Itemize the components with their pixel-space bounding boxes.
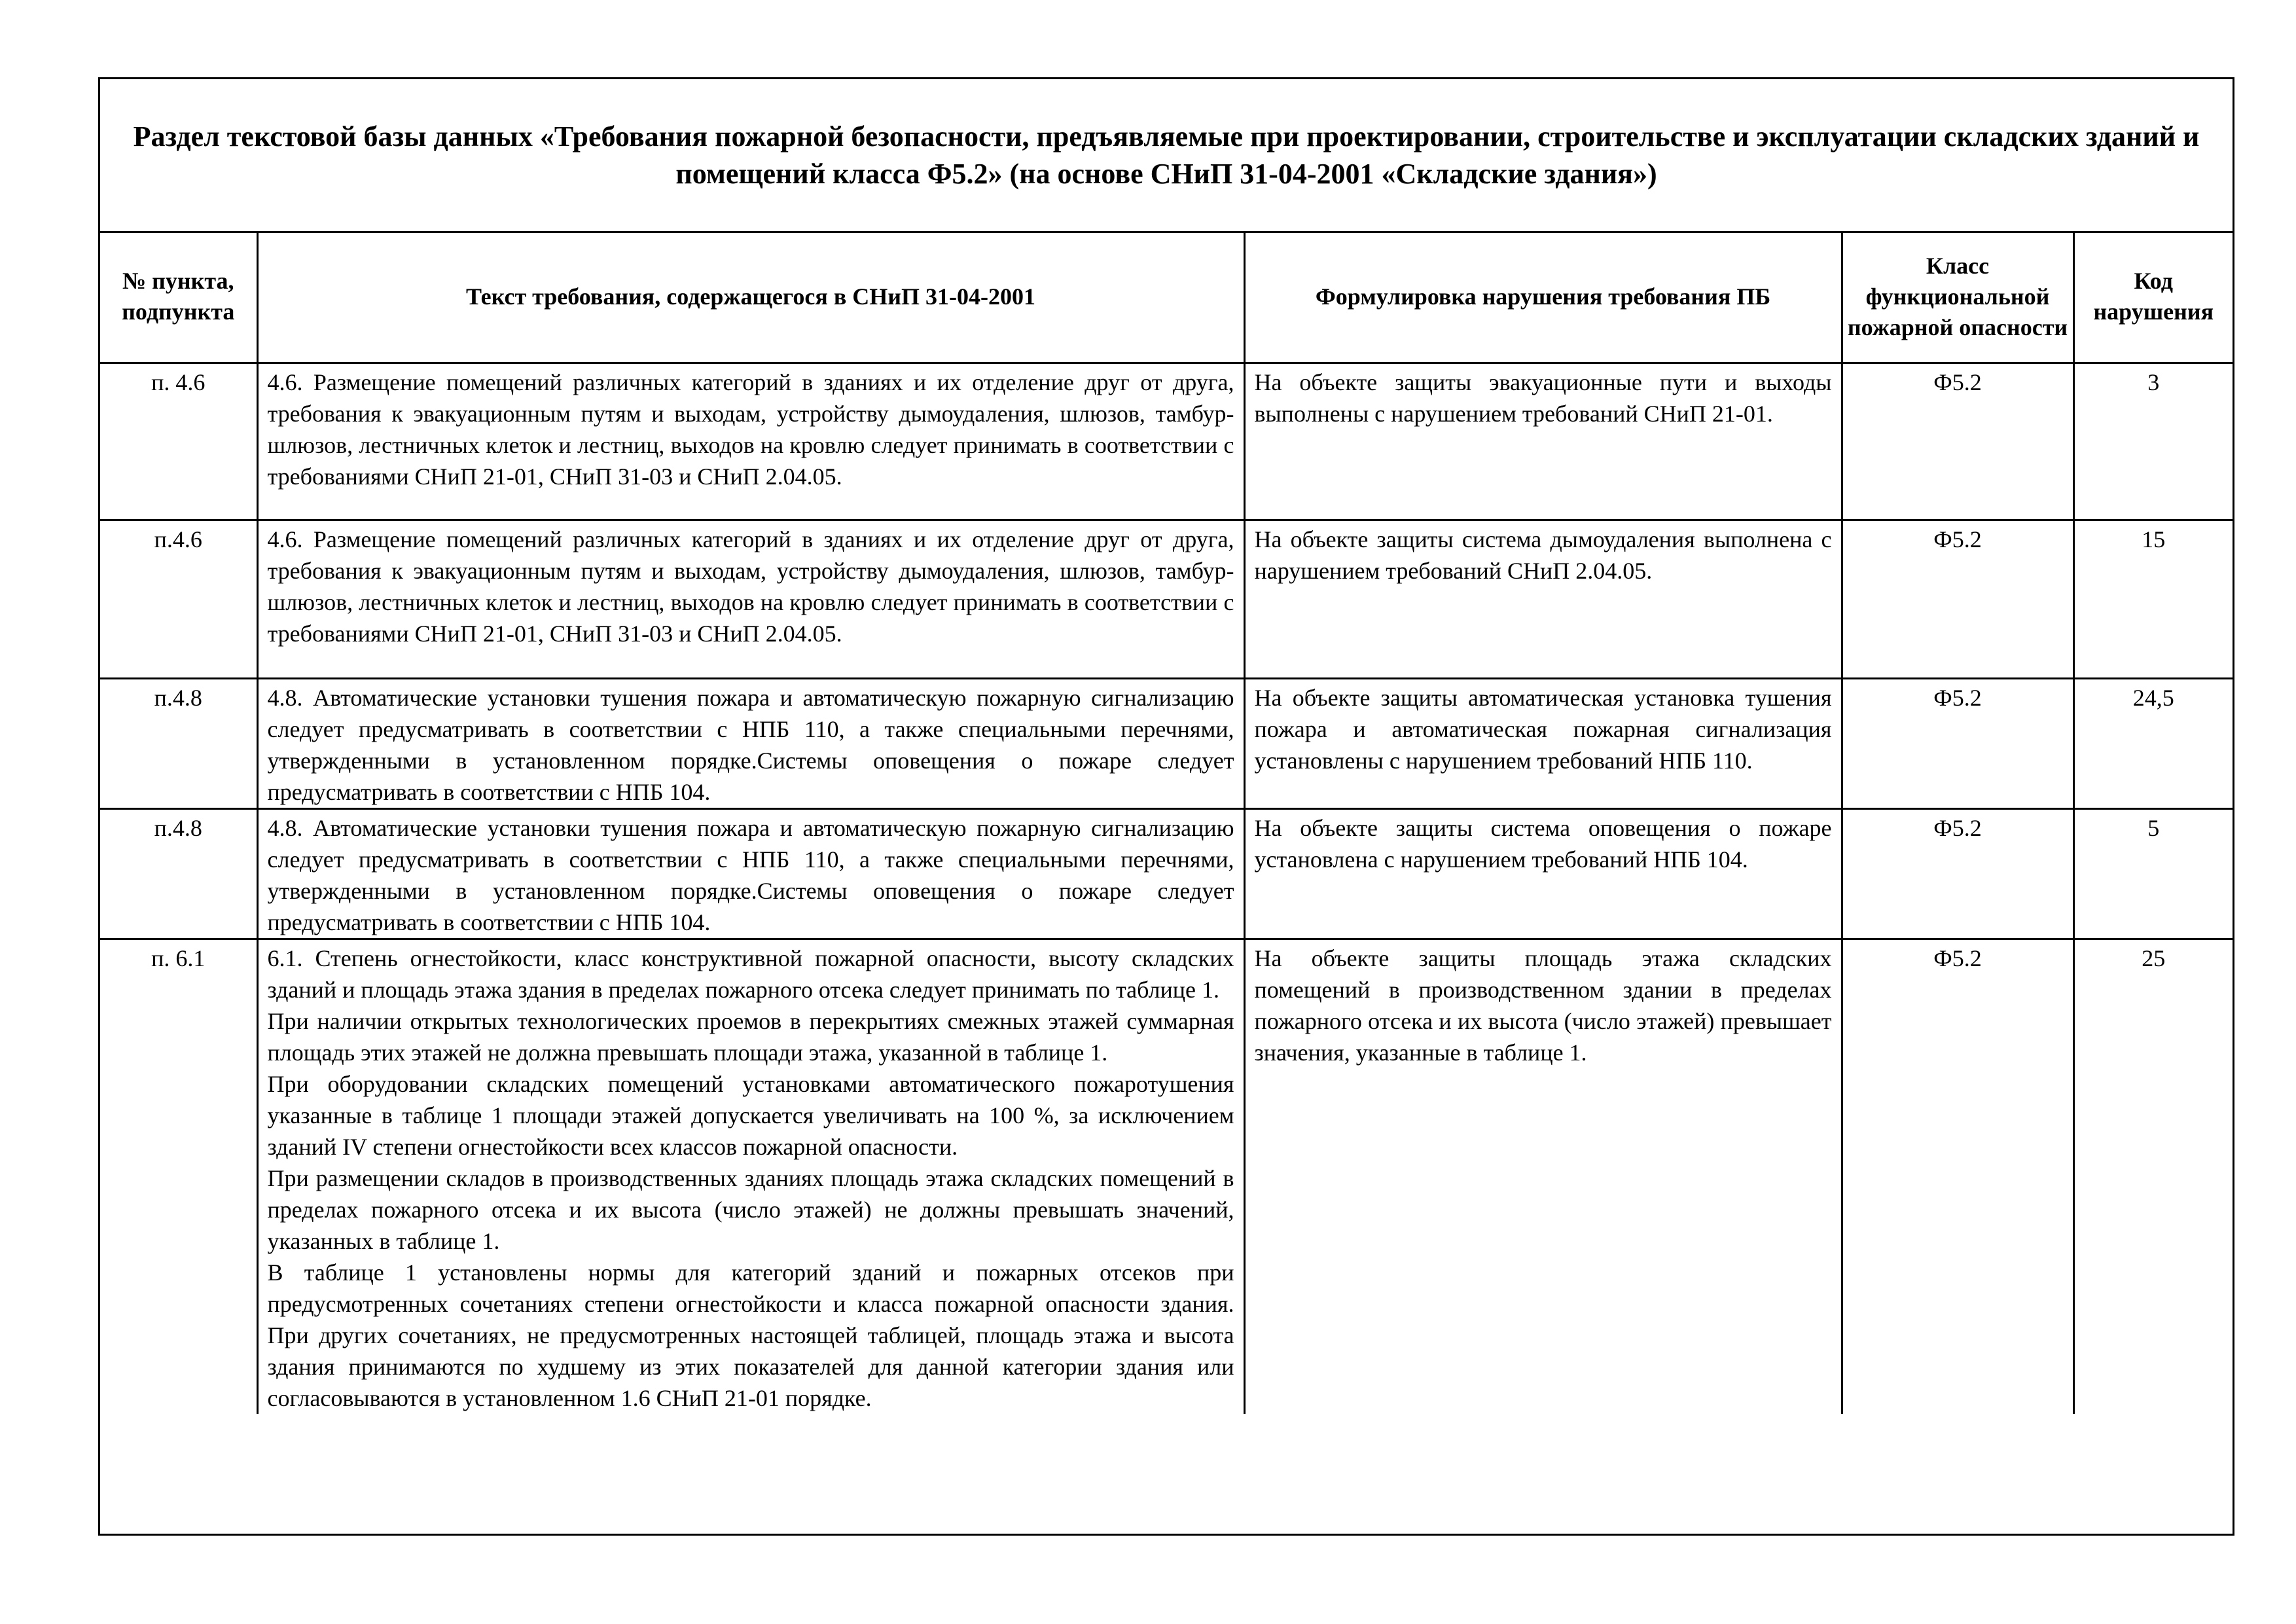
cell-violation-code: 24,5 — [2073, 679, 2233, 809]
cell-point: п.4.8 — [100, 809, 257, 939]
cell-fire-class: Ф5.2 — [1842, 679, 2073, 809]
cell-requirement-text — [257, 939, 1244, 1415]
table-header-row — [100, 231, 2233, 363]
title-box — [100, 79, 2233, 233]
header-violation: Формулировка нарушения требования ПБ — [1244, 231, 1842, 363]
header-point: № пункта, подпункта — [100, 231, 257, 363]
cell-violation-code: 3 — [2073, 363, 2233, 520]
table-row — [100, 520, 2233, 679]
requirement-paragraph: 4.8. Автоматические установки тушения пожара и автоматическую пожарную сигнализацию следует предусматривать в соответствии с НПБ 110, а также специальными перечнями, утвержденными в установленном порядке.Системы оповещения о пожаре следует предусматривать в соответствии с НПБ 104. — [267, 815, 1234, 935]
requirement-paragraph: 4.8. Автоматические установки тушения пожара и автоматическую пожарную сигнализацию следует предусматривать в соответствии с НПБ 110, а также специальными перечнями, утвержденными в установленном порядке.Системы оповещения о пожаре следует предусматривать в соответствии с НПБ 104. — [267, 685, 1234, 805]
table-row — [100, 363, 2233, 520]
requirement-paragraph: При размещении складов в производственных зданиях площадь этажа складских помещений в пределах пожарного отсека и их высота (число этажей) не должны превышать значений, указанных в таблице 1. — [267, 1165, 1234, 1254]
table-row — [100, 679, 2233, 809]
header-violation-code: Код нарушения — [2073, 231, 2233, 363]
requirement-paragraph: В таблице 1 установлены нормы для категорий зданий и пожарных отсеков при предусмотренных сочетаниях степени огнестойкости и класса пожарной опасности здания. При других сочетаниях, не предусмотренных настоящей таблицей, площадь этажа и высота здания принимаются по худшему из этих показателей для данной категории здания или согласовываются в установленном 1.6 СНиП 21-01 порядке. — [267, 1259, 1234, 1411]
cell-fire-class: Ф5.2 — [1842, 363, 2073, 520]
cell-fire-class: Ф5.2 — [1842, 939, 2073, 1415]
cell-violation-code: 25 — [2073, 939, 2233, 1415]
document-page — [98, 77, 2234, 1536]
cell-violation: На объекте защиты автоматическая установка тушения пожара и автоматическая пожарная сигнализация установлены с нарушением требований НПБ 110. — [1244, 679, 1842, 809]
table-row — [100, 809, 2233, 939]
cell-point: п. 6.1 — [100, 939, 257, 1415]
cell-requirement-text — [257, 363, 1244, 520]
cell-requirement-text — [257, 520, 1244, 679]
header-requirement-text: Текст требования, содержащегося в СНиП 31-04-2001 — [257, 231, 1244, 363]
requirement-paragraph: 6.1. Степень огнестойкости, класс конструктивной пожарной опасности, высоту складских зданий и площадь этажа здания в пределах пожарного отсека следует принимать по таблице 1. — [267, 945, 1234, 1003]
cell-requirement-text — [257, 809, 1244, 939]
cell-violation-code: 15 — [2073, 520, 2233, 679]
cell-fire-class: Ф5.2 — [1842, 809, 2073, 939]
header-fire-class: Класс функциональной пожарной опасности — [1842, 231, 2073, 363]
cell-violation: На объекте защиты площадь этажа складских помещений в производственном здании в пределах пожарного отсека и их высота (число этажей) превышает значения, указанные в таблице 1. — [1244, 939, 1842, 1415]
requirements-table — [100, 231, 2233, 1414]
cell-fire-class: Ф5.2 — [1842, 520, 2073, 679]
cell-violation: На объекте защиты эвакуационные пути и выходы выполнены с нарушением требований СНиП 21-01. — [1244, 363, 1842, 520]
cell-violation-code: 5 — [2073, 809, 2233, 939]
cell-violation: На объекте защиты система оповещения о пожаре установлена с нарушением требований НПБ 104. — [1244, 809, 1842, 939]
requirement-paragraph: 4.6. Размещение помещений различных категорий в зданиях и их отделение друг от друга, требования к эвакуационным путям и выходам, устройству дымоудаления, шлюзов, тамбур-шлюзов, лестничных клеток и лестниц, выходов на кровлю следует принимать в соответствии с требованиями СНиП 21-01, СНиП 31-03 и СНиП 2.04.05. — [267, 369, 1234, 490]
requirement-paragraph: При оборудовании складских помещений установками автоматического пожаротушения указанные в таблице 1 площади этажей допускается увеличивать на 100 %, за исключением зданий IV степени огнестойкости всех классов пожарной опасности. — [267, 1071, 1234, 1160]
cell-point: п.4.6 — [100, 520, 257, 679]
cell-requirement-text — [257, 679, 1244, 809]
document-title: Раздел текстовой базы данных «Требования пожарной безопасности, предъявляемые при проектировании, строительстве и эксплуатации складских зданий и помещений класса Ф5.2» (на основе СНиП 31-04-2001 «Складские здания») — [133, 120, 2200, 190]
requirement-paragraph: При наличии открытых технологических проемов в перекрытиях смежных этажей суммарная площадь этих этажей не должна превышать площади этажа, указанной в таблице 1. — [267, 1008, 1234, 1066]
cell-point: п.4.8 — [100, 679, 257, 809]
requirement-paragraph: 4.6. Размещение помещений различных категорий в зданиях и их отделение друг от друга, требования к эвакуационным путям и выходам, устройству дымоудаления, шлюзов, тамбур-шлюзов, лестничных клеток и лестниц, выходов на кровлю следует принимать в соответствии с требованиями СНиП 21-01, СНиП 31-03 и СНиП 2.04.05. — [267, 526, 1234, 647]
cell-point: п. 4.6 — [100, 363, 257, 520]
table-row — [100, 939, 2233, 1415]
cell-violation: На объекте защиты система дымоудаления выполнена с нарушением требований СНиП 2.04.05. — [1244, 520, 1842, 679]
